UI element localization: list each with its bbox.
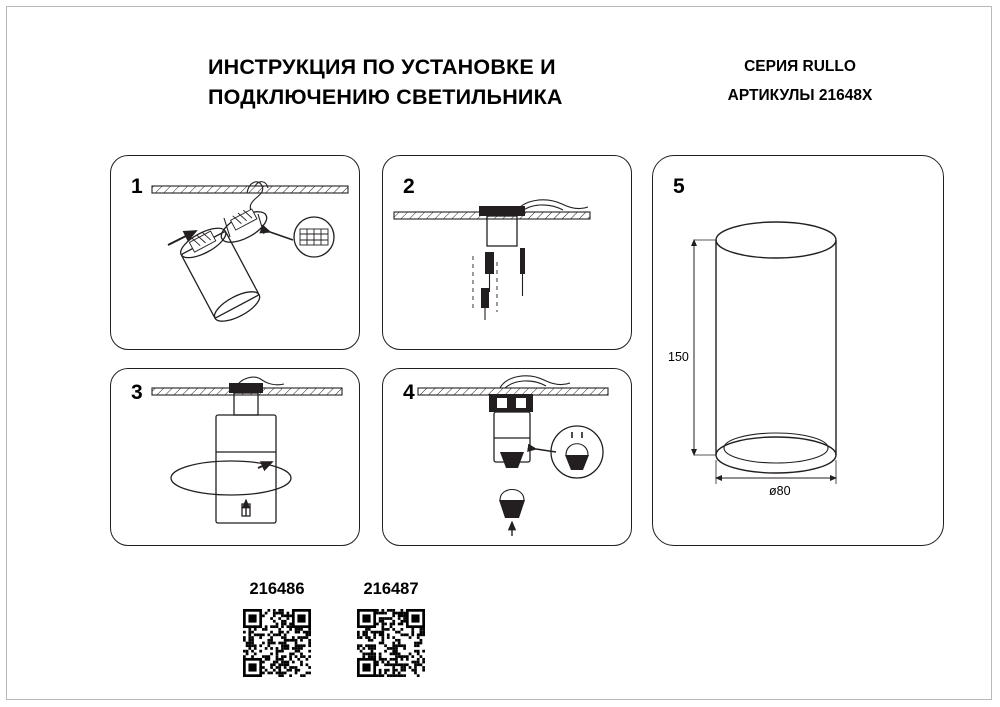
product-articles: АРТИКУЛЫ 21648X bbox=[727, 87, 873, 104]
step-3-panel bbox=[110, 368, 360, 546]
step-5-panel bbox=[652, 155, 944, 546]
code-216486-label: 216486 bbox=[249, 580, 305, 598]
product-info bbox=[640, 52, 960, 110]
qr-code-216487[interactable] bbox=[357, 609, 425, 677]
code-216487-label: 216487 bbox=[363, 580, 419, 598]
page-title-line-2: ПОДКЛЮЧЕНИЮ СВЕТИЛЬНИКА bbox=[208, 85, 563, 109]
page-title bbox=[208, 52, 628, 112]
step-2-panel bbox=[382, 155, 632, 350]
qr-code-216486[interactable] bbox=[243, 609, 311, 677]
step-4-panel bbox=[382, 368, 632, 546]
product-series: СЕРИЯ RULLO bbox=[744, 58, 856, 75]
step-4-number: 4 bbox=[403, 381, 415, 404]
step-1-panel bbox=[110, 155, 360, 350]
step-1-number: 1 bbox=[131, 175, 143, 198]
dimension-height-label: 150 bbox=[668, 350, 689, 364]
step-2-number: 2 bbox=[403, 175, 415, 198]
step-3-number: 3 bbox=[131, 381, 143, 404]
dimension-diameter-label: ø80 bbox=[769, 484, 791, 498]
page-title-line-1: ИНСТРУКЦИЯ ПО УСТАНОВКЕ И bbox=[208, 55, 556, 79]
step-5-number: 5 bbox=[673, 175, 685, 198]
